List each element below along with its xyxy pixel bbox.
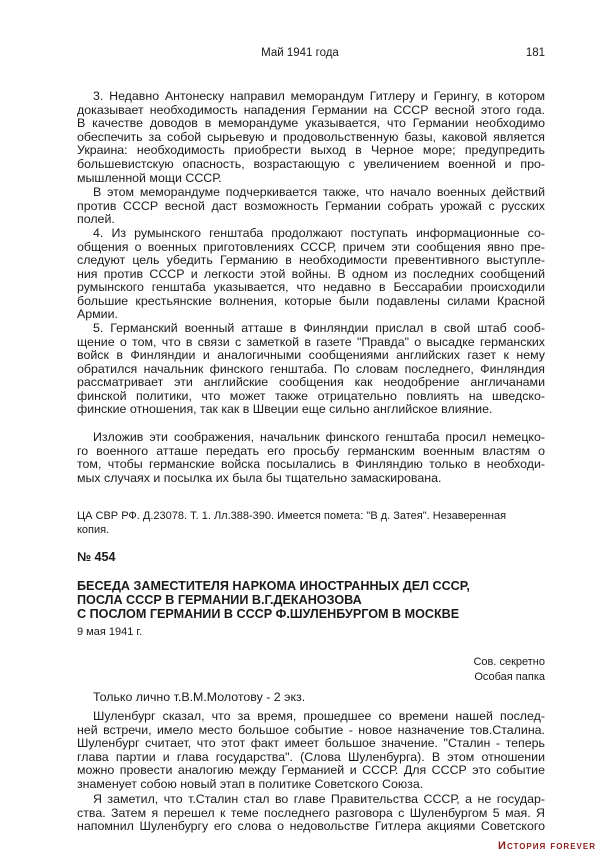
p5-line: финской политики, что может также отрицательно повлиять на шведско- — [77, 388, 545, 403]
p7-line: глава партии и глава государства". (Слова Шуленбурга). В этом отношении — [77, 749, 545, 764]
p3b-line: полей. — [77, 212, 115, 227]
p6-line: мых случаях и посылка их была бы тщательно замаскирована. — [77, 470, 442, 485]
classification-line: Особая папка — [474, 671, 545, 683]
p5-line: войск в Финляндии и аналогичными сообщениями английских газет к нему — [77, 348, 545, 363]
p3-line: обеспечить за собой сырьевую и продовольственную базы, каковой является — [77, 129, 545, 144]
p5-line: рассматривает эти английские сообщения как неодобрение англичанами — [77, 375, 545, 390]
p7-line: знаменует собою новый этап в политике Советского Союза. — [77, 777, 424, 791]
p3b-line: В этом меморандуме подчеркивается также, что начало военных действий — [93, 185, 545, 199]
running-header: Май 1941 года — [261, 47, 339, 59]
p4-line: следуют цель убедить Германию в необходимости превентивного выступле- — [77, 253, 545, 268]
date-line: 9 мая 1941 г. — [77, 626, 143, 638]
distribution-line: Только лично т.В.М.Молотову - 2 экз. — [93, 690, 306, 704]
page-number: 181 — [525, 47, 545, 59]
p4-line: 4. Из румынского генштаба продолжают поступать информационные со- — [93, 226, 545, 240]
p7-line: ней встречи, имело место большое событие - новое назначение тов.Сталина. — [77, 722, 545, 737]
title-line: ПОСЛА СССР В ГЕРМАНИИ В.Г.ДЕКАНОЗОВА — [77, 593, 362, 608]
p4-line: румынского генштаба указывается, что недавно в Бессарабии происходили — [77, 280, 545, 295]
p6-line: Изложив эти соображения, начальник финского генштаба просил немецко- — [93, 430, 545, 444]
p7-line: Шуленбург считает, что этот факт имеет большое значение. "Сталин - теперь — [77, 736, 545, 751]
p3-line: 3. Недавно Антонеску направил меморандум Гитлеру и Герингу, в котором — [93, 89, 545, 103]
p7-line: Шуленбург сказал, что за время, прошедшее со времени нашей послед- — [93, 709, 545, 723]
source-line: ЦА СВР РФ. Д.23078. Т. 1. Лл.388-390. Имеется помета: "В д. Затея". Незаверенная — [77, 510, 507, 522]
p3b-line: против СССР весной даст возможность Германии собрать урожай с русских — [77, 198, 545, 213]
p6-line: го военного атташе передать его просьбу германским военным властям о — [77, 443, 545, 458]
p6-line: том, чтобы германские войска посылались в Финляндию только в необходи- — [77, 457, 545, 472]
p5-line: обратился начальник финского генштаба. По словам последнего, Финляндия — [77, 361, 545, 376]
p3-line: доказывает необходимость нападения Германии на СССР весной этого года. — [77, 102, 545, 117]
source-line: копия. — [77, 524, 110, 536]
docnum-line: № 454 — [77, 550, 116, 564]
p5-line: финские отношения, так как в Швеции еще сильно английское влияние. — [77, 402, 493, 417]
p4-line: большие крестьянские волнения, которые были подавлены силами Красной — [77, 293, 545, 308]
p4-line: общения о военных приготовлениях СССР, причем эти сообщения явно пре- — [77, 239, 545, 254]
p8-line: ства. Затем я перешел к теме последнего разговора с Шуленбургом 5 мая. Я — [77, 805, 545, 820]
watermark: История forever — [498, 840, 596, 852]
p3-line: Украина: необходимость приобрести выход в Черное море; предупредить — [77, 143, 545, 158]
p5-line: 5. Германский военный атташе в Финляндии прислал в свой штаб сооб- — [93, 321, 545, 335]
p4-line: ния против СССР и легкости этой войны. В одном из последних сообщений — [77, 266, 545, 281]
classification-line: Сов. секретно — [473, 656, 545, 668]
p7-line: можно провести аналогию между Германией и СССР. Для СССР это событие — [77, 763, 545, 778]
p5-line: щение о том, что в связи с заметкой в газете "Правда" о высадке германских — [77, 334, 545, 349]
title-line: С ПОСЛОМ ГЕРМАНИИ В СССР Ф.ШУЛЕНБУРГОМ В МОСКВЕ — [77, 607, 460, 622]
p4-line: Армии. — [77, 307, 118, 322]
p3-line: мышленной мощи СССР. — [77, 170, 222, 185]
p8-line: Я заметил, что т.Сталин стал во главе Правительства СССР, а не государ- — [93, 792, 545, 806]
p3-line: В качестве доводов в меморандуме указывается, что Германии необходимо — [77, 116, 545, 131]
p3-line: большевистскую опасность, возрастающую с увеличением военной и про- — [77, 157, 545, 171]
title-line: БЕСЕДА ЗАМЕСТИТЕЛЯ НАРКОМА ИНОСТРАННЫХ ДЕЛ СССР, — [77, 579, 470, 593]
p8-line: напомнил Шуленбургу его слова о недовольстве Гитлера акциями Советского — [77, 819, 545, 834]
